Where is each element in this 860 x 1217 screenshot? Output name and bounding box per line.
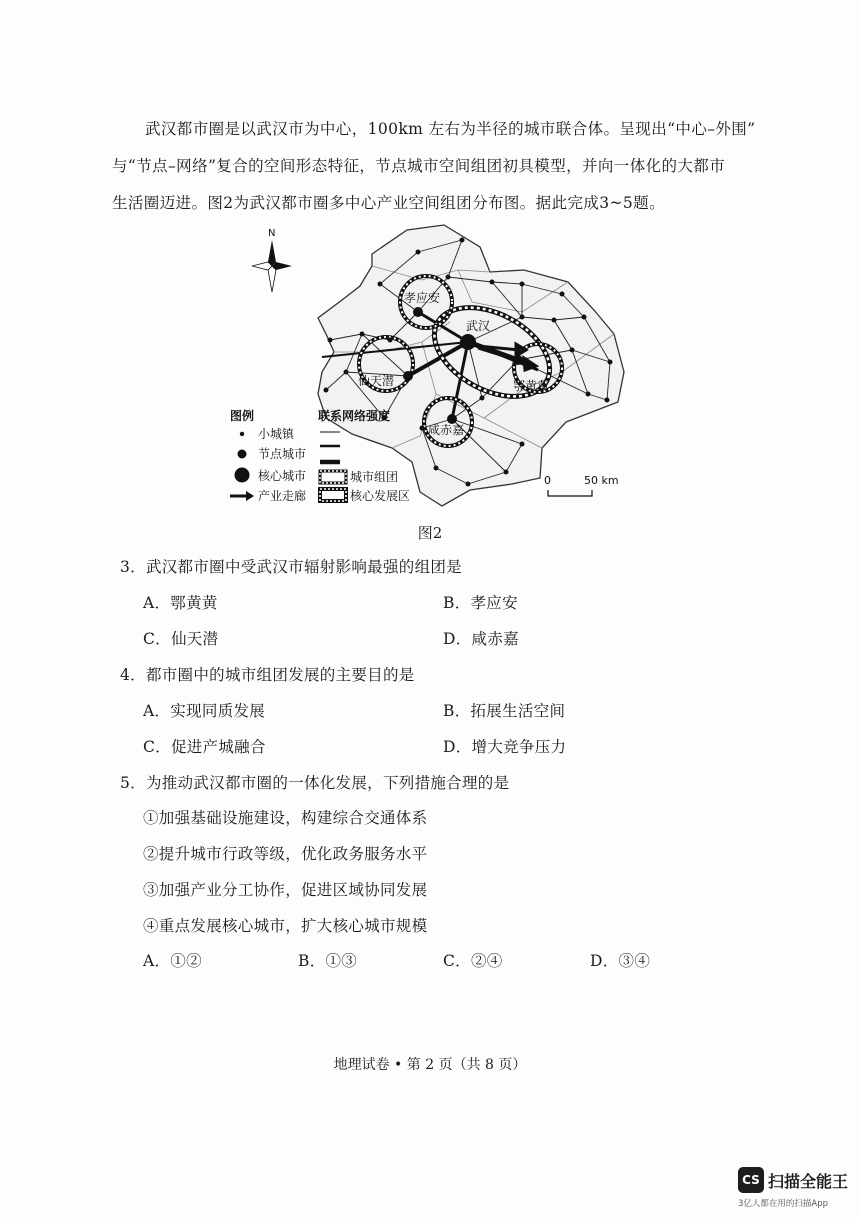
label-ehuanghuang: 鄂黄黄 <box>513 379 550 393</box>
label-xiaoyingan: 孝应安 <box>404 291 441 305</box>
legend-industry-corridor: 产业走廊 <box>258 489 307 503</box>
q3-option-b[interactable]: B．孝应安 <box>443 594 518 612</box>
q3-option-c[interactable]: C．仙天潜 <box>143 630 219 648</box>
core-city-wuhan <box>460 334 476 350</box>
legend-city-cluster: 城市组团 <box>350 470 399 484</box>
intro-line-3: 生活圈迈进。图2为武汉都市圈多中心产业空间组团分布图。据此完成3~5题。 <box>112 194 665 212</box>
intro-paragraph <box>112 111 762 222</box>
legend-small-town: 小城镇 <box>258 427 295 441</box>
page-footer: 地理试卷 • 第 2 页（共 8 页） <box>333 1057 527 1073</box>
scanner-watermark <box>738 1167 853 1211</box>
camscanner-logo-icon: CS <box>738 1167 764 1193</box>
q4-option-d[interactable]: D．增大竞争压力 <box>443 738 567 756</box>
north-arrow-icon <box>252 228 292 292</box>
q5-option-a[interactable]: A．①② <box>143 952 202 970</box>
legend-core-zone: 核心发展区 <box>350 489 411 503</box>
question-4-stem: 4．都市圈中的城市组团发展的主要目的是 <box>120 666 415 684</box>
scale-zero: 0 <box>544 474 551 487</box>
wuhan-metro-map <box>222 222 632 512</box>
legend-network-strength: 联系网络强度 <box>318 409 391 423</box>
camscanner-tagline: 3亿人都在用的扫描App <box>738 1199 829 1209</box>
q5-option-d[interactable]: D．③④ <box>590 952 651 970</box>
label-xianchijia: 咸赤嘉 <box>428 423 465 437</box>
q3-option-a[interactable]: A．鄂黄黄 <box>143 594 218 612</box>
north-label: N <box>268 228 276 239</box>
intro-line-1: 武汉都市圈是以武汉市为中心，100km 左右为半径的城市联合体。呈现出“中心–外围” <box>145 120 756 138</box>
label-xiantianqian: 仙天潜 <box>358 374 395 388</box>
q4-option-c[interactable]: C．促进产城融合 <box>143 738 266 756</box>
legend-node-city: 节点城市 <box>258 447 307 461</box>
figure-caption: 图2 <box>417 524 443 542</box>
q5-statement-4: ④重点发展核心城市，扩大核心城市规模 <box>143 917 428 935</box>
q4-option-a[interactable]: A．实现同质发展 <box>143 702 266 720</box>
q5-option-c[interactable]: C．②④ <box>443 952 503 970</box>
q5-option-b[interactable]: B．①③ <box>298 952 358 970</box>
q5-statement-1: ①加强基础设施建设，构建综合交通体系 <box>143 809 428 827</box>
scale-bar <box>544 474 619 496</box>
question-5-stem: 5．为推动武汉都市圈的一体化发展，下列措施合理的是 <box>120 774 510 792</box>
legend <box>230 408 410 503</box>
legend-title: 图例 <box>230 409 255 423</box>
q3-option-d[interactable]: D．咸赤嘉 <box>443 630 519 648</box>
scale-distance: 50 km <box>584 474 619 487</box>
q5-statement-2: ②提升城市行政等级，优化政务服务水平 <box>143 845 428 863</box>
q4-option-b[interactable]: B．拓展生活空间 <box>443 702 566 720</box>
q5-statement-3: ③加强产业分工协作，促进区域协同发展 <box>143 881 428 899</box>
intro-line-2: 与“节点–网络”复合的空间形态特征，节点城市空间组团初具模型，并向一体化的大都市 <box>112 157 726 175</box>
camscanner-name: 扫描全能王 <box>768 1172 849 1191</box>
label-wuhan: 武汉 <box>466 319 491 333</box>
question-3-stem: 3．武汉都市圈中受武汉市辐射影响最强的组团是 <box>120 558 462 576</box>
legend-core-city: 核心城市 <box>258 469 307 483</box>
